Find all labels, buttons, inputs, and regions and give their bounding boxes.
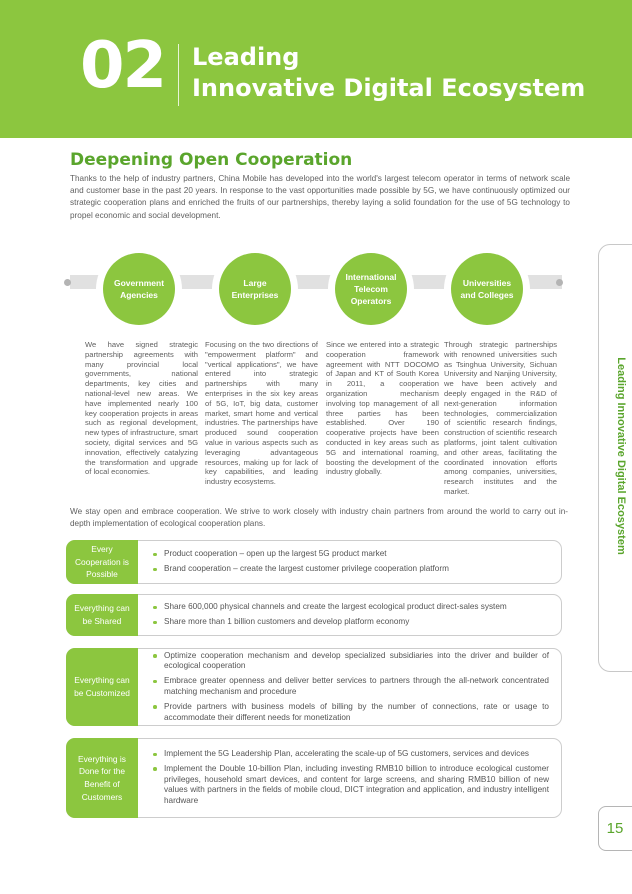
cooperation-box-possible [66, 540, 562, 584]
partner-text-enterprises: Focusing on the two directions of "empowerment platform" and "vertical applications", we have entered into strategic partnerships with many enterprises in the six key areas of 5G, IoT, big data, customer market, smart home and vertical industries. The partnerships have produced sound cooperation value in various aspects such as leveraging advantageous resources, making up for lack of key capabilities, and leading industry ecosystems. [205, 340, 318, 487]
list-item: Optimize cooperation mechanism and develop specialized subsidiaries into the driver and builder of ecological cooperation [153, 651, 549, 673]
list-item: Implement the Double 10-billion Plan, including investing RMB10 billion to introduce ecological customer privileges, household smart devices, and content for large screens, and sharing RMB10 billion of new values with partners in the fields of mobile cloud, DICT integration and application, and industry intelligent hardware [153, 764, 549, 807]
header-divider [178, 44, 179, 106]
list-item: Embrace greater openness and deliver better services to partners through the all-network concentrated matching mechanism and procedure [153, 676, 549, 698]
cooperation-box-customized [66, 648, 562, 726]
box-label: Everything can be Customized [66, 648, 138, 726]
cooperation-paragraph: We stay open and embrace cooperation. We strive to work closely with industry chain partners from around the world to carry out in-depth implementation of ecological cooperation plans. [70, 507, 568, 529]
cooperation-box-customers [66, 738, 562, 818]
section-title: Deepening Open Cooperation [70, 150, 353, 170]
chapter-title [192, 42, 585, 104]
box-list [153, 739, 549, 817]
list-item: Implement the 5G Leadership Plan, accelerating the scale-up of 5G customers, services and devices [153, 749, 549, 760]
list-item: Brand cooperation – create the largest customer privilege cooperation platform [153, 564, 549, 575]
partner-text-operators: Since we entered into a strategic cooperation framework agreement with NTT DOCOMO of Japan and KT of South Korea in 2011, a cooperation organization mechanism involving top management of all three parties has been established. Over 190 cooperative projects have been conducted in key areas such as 5G and international roaming, boosting the development of the industry globally. [326, 340, 439, 477]
list-item: Provide partners with business models of billing by the number of connections, rate or usage to accommodate their different needs for monetization [153, 702, 549, 724]
chapter-title-line1: Leading [192, 43, 300, 71]
box-list [153, 649, 549, 725]
cooperation-box-shared [66, 594, 562, 636]
box-label: Everything is Done for the Benefit of Customers [66, 738, 138, 818]
chapter-header [0, 0, 632, 138]
partner-text-universities: Through strategic partnerships with renowned universities such as Tsinghua University, Sichuan University and Nanjing University, we have been actively and deeply engaged in the R&D of next-generation information technologies, commercialization of scientific research findings, construction of scientific research platforms, joint talent cultivation and other areas, facilitating the coordinated innovation efforts among companies, universities, research institutes and the market. [444, 340, 557, 496]
partner-circle-enterprises [212, 246, 298, 332]
list-item: Share 600,000 physical channels and create the largest ecological product direct-sales system [153, 602, 549, 613]
partner-circle-government [96, 246, 182, 332]
band-left-dot [64, 279, 71, 286]
chapter-number: 02 [80, 29, 166, 103]
box-label: Everything can be Shared [66, 594, 138, 636]
box-list [153, 595, 549, 635]
intro-paragraph: Thanks to the help of industry partners, China Mobile has developed into the world's largest telecom operator in terms of network scale and customer base in the past 20 years. In response to the vast opportunities made possible by 5G, we have continuously optimized our strategic cooperation plans and enriched the fruits of our partnerships, thereby laying a solid foundation for the use of 5G technology to propel economic and social development. [70, 174, 570, 220]
partner-label: Government Agencies [103, 253, 175, 325]
partner-circle-operators [328, 246, 414, 332]
list-item: Share more than 1 billion customers and develop platform economy [153, 617, 549, 628]
side-tab-label: Leading Innovative Digital Ecosystem [615, 357, 627, 555]
band-right-dot [556, 279, 563, 286]
partner-circle-universities [444, 246, 530, 332]
box-list [153, 541, 549, 583]
partner-text-government: We have signed strategic partnership agreements with many provincial local governments, national departments, key cities and national-level new areas. We have implemented nearly 100 key cooperation projects in areas such as regional development, new types of infrastructure, smart society, digital services and 5G innovation, effectively catalyzing the transformation and upgrade of local economies. [85, 340, 198, 477]
partner-label: International Telecom Operators [335, 253, 407, 325]
list-item: Product cooperation – open up the largest 5G product market [153, 549, 549, 560]
page-number: 15 [606, 820, 624, 837]
partner-label: Large Enterprises [219, 253, 291, 325]
partner-label: Universities and Colleges [451, 253, 523, 325]
chapter-title-line2: Innovative Digital Ecosystem [192, 74, 586, 102]
box-label: Every Cooperation is Possible [66, 540, 138, 584]
